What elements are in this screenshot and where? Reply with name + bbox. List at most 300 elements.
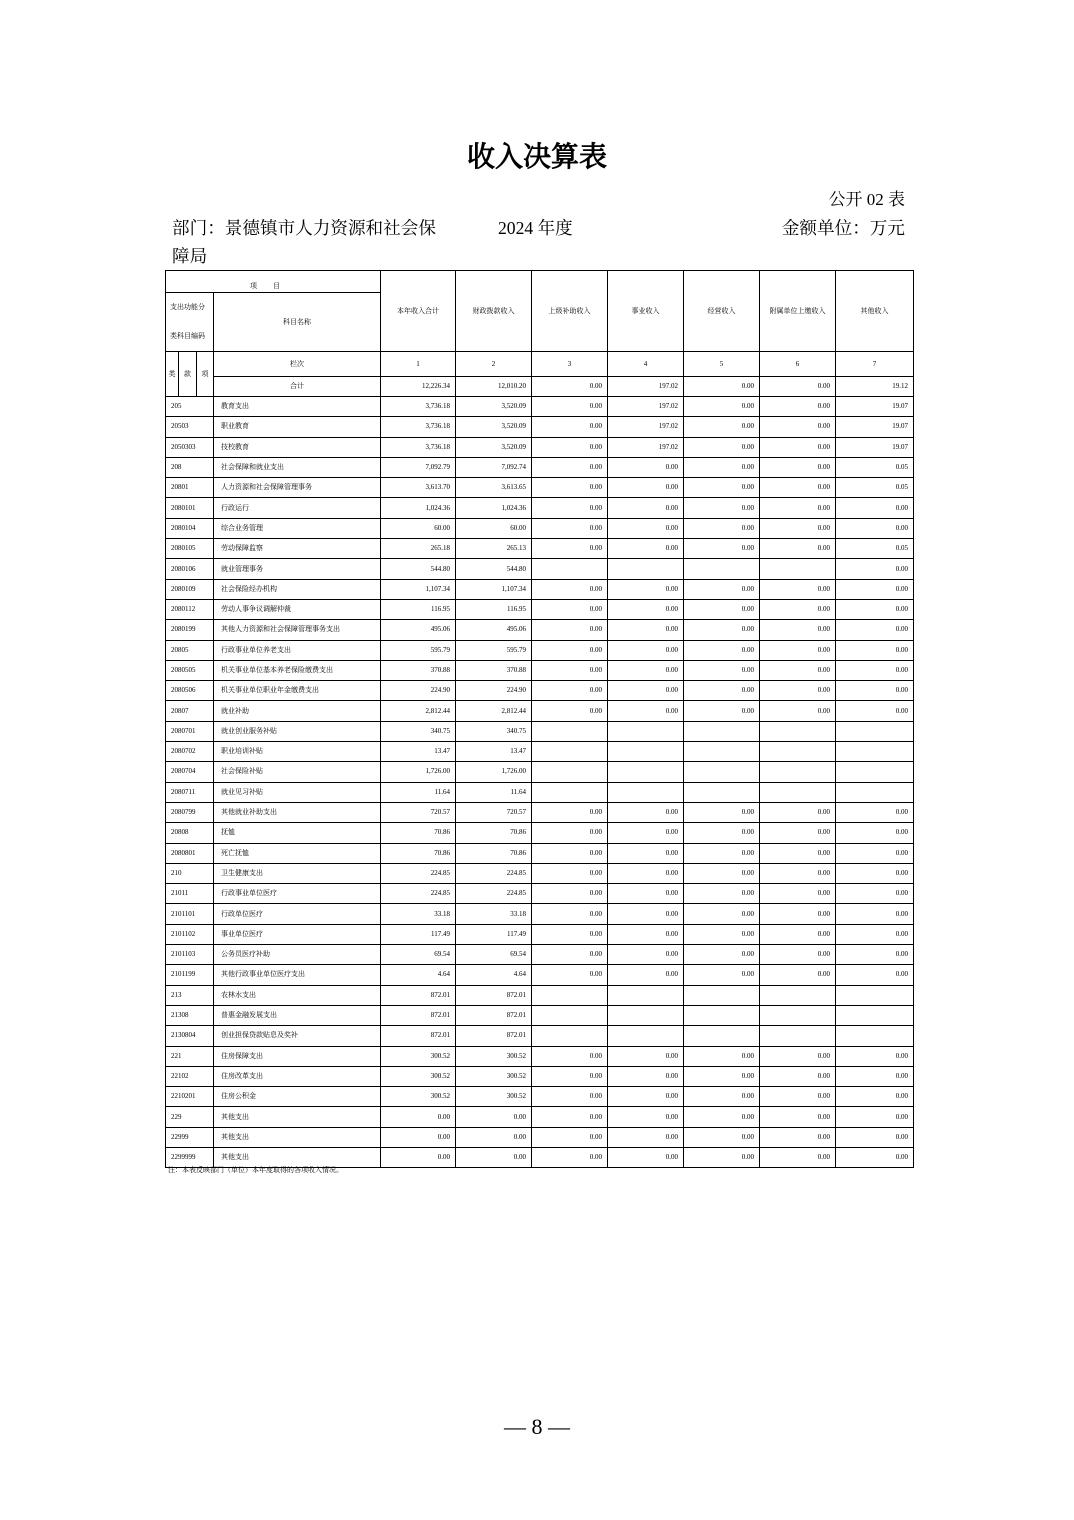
subject-code-cell: 2101199 [166,965,214,985]
subject-name-cell: 住房改革支出 [214,1066,381,1086]
amount-cell: 300.52 [456,1066,532,1086]
amount-cell: 0.00 [532,1066,608,1086]
amount-cell: 0.00 [684,437,760,457]
amount-cell: 0.00 [532,1127,608,1147]
total-value: 0.00 [760,377,836,397]
column-number: 3 [532,352,608,377]
amount-cell: 0.00 [760,863,836,883]
total-value: 0.00 [532,377,608,397]
amount-cell: 0.00 [760,904,836,924]
amount-cell: 0.00 [532,397,608,417]
column-number: 6 [760,352,836,377]
amount-cell: 0.00 [532,1147,608,1167]
amount-cell: 0.00 [760,518,836,538]
amount-cell: 872.01 [456,1005,532,1025]
amount-cell: 872.01 [381,985,456,1005]
amount-cell: 0.00 [532,660,608,680]
amount-cell: 872.01 [381,1005,456,1025]
amount-cell: 1,107.34 [456,579,532,599]
amount-cell [760,721,836,741]
amount-cell: 0.00 [760,660,836,680]
amount-cell: 0.00 [608,802,684,822]
amount-cell: 19.07 [836,437,914,457]
table-row [166,559,914,579]
amount-cell: 300.52 [381,1066,456,1086]
amount-cell: 0.00 [760,478,836,498]
sub-header-section: 款 [179,352,197,397]
column-header-total-income: 本年收入合计 [381,271,456,352]
amount-cell: 0.00 [684,640,760,660]
amount-cell: 13.47 [381,742,456,762]
amount-cell: 0.00 [760,843,836,863]
amount-cell: 0.00 [760,539,836,559]
amount-cell: 0.00 [532,437,608,457]
subject-name-cell: 公务员医疗补助 [214,945,381,965]
subject-code-cell: 20805 [166,640,214,660]
column-number-label: 栏次 [214,352,381,377]
subject-name-cell: 职业教育 [214,417,381,437]
subject-name-cell: 职业培训补贴 [214,742,381,762]
amount-cell: 0.00 [684,539,760,559]
amount-cell: 0.00 [760,599,836,619]
code-header [166,293,214,352]
amount-cell [684,762,760,782]
amount-cell: 0.00 [381,1147,456,1167]
subject-name-cell: 机关事业单位职业年金缴费支出 [214,681,381,701]
amount-cell: 0.00 [608,1046,684,1066]
amount-cell: 0.00 [608,620,684,640]
table-row [166,742,914,762]
amount-cell: 0.00 [684,924,760,944]
amount-cell [836,721,914,741]
subject-name-cell: 住房公积金 [214,1087,381,1107]
subject-code-cell: 20801 [166,478,214,498]
amount-cell [760,742,836,762]
subject-name-cell: 综合业务管理 [214,518,381,538]
amount-cell: 0.00 [684,965,760,985]
amount-cell: 0.00 [608,924,684,944]
subject-code-cell: 2080506 [166,681,214,701]
subject-code-cell: 2080704 [166,762,214,782]
table-row [166,681,914,701]
code-header-label: 支出功能分类科目编码 [170,303,205,340]
subject-name-cell: 农林水支出 [214,985,381,1005]
amount-cell: 60.00 [381,518,456,538]
amount-cell: 0.00 [684,599,760,619]
amount-cell: 70.86 [381,843,456,863]
subject-name-cell: 创业担保贷款贴息及奖补 [214,1026,381,1046]
amount-cell: 0.00 [532,457,608,477]
amount-cell: 70.86 [456,823,532,843]
amount-cell [532,721,608,741]
amount-cell: 0.05 [836,539,914,559]
column-header-superior-subsidy: 上级补助收入 [532,271,608,352]
amount-cell: 0.00 [836,924,914,944]
amount-cell: 0.00 [608,498,684,518]
amount-cell [684,782,760,802]
subject-code-cell: 2080711 [166,782,214,802]
amount-cell: 495.06 [456,620,532,640]
amount-cell: 0.00 [684,945,760,965]
subject-name-cell: 社会保障和就业支出 [214,457,381,477]
amount-cell: 0.00 [836,802,914,822]
subject-name-cell: 就业创业服务补贴 [214,721,381,741]
amount-cell: 0.00 [684,417,760,437]
amount-cell: 0.00 [684,802,760,822]
subject-name-cell: 社会保险经办机构 [214,579,381,599]
amount-cell: 0.00 [684,397,760,417]
amount-cell: 300.52 [381,1087,456,1107]
table-row [166,518,914,538]
subject-code-cell: 2080801 [166,843,214,863]
amount-cell: 0.00 [836,660,914,680]
subject-code-cell: 2080701 [166,721,214,741]
table-row [166,599,914,619]
subject-code-cell: 2130804 [166,1026,214,1046]
amount-cell: 117.49 [381,924,456,944]
amount-cell [684,742,760,762]
amount-cell: 0.00 [836,599,914,619]
subject-code-cell: 2210201 [166,1087,214,1107]
subject-code-cell: 229 [166,1107,214,1127]
amount-cell: 0.00 [608,539,684,559]
amount-cell: 11.64 [381,782,456,802]
amount-cell: 7,092.74 [456,457,532,477]
subject-code-cell: 2050303 [166,437,214,457]
table-row [166,823,914,843]
subject-name-header: 科目名称 [214,293,381,352]
amount-cell: 0.00 [760,945,836,965]
amount-cell: 0.00 [532,945,608,965]
amount-cell: 0.00 [608,478,684,498]
amount-cell: 0.00 [532,1107,608,1127]
table-row [166,660,914,680]
amount-cell: 0.00 [684,884,760,904]
column-number: 1 [381,352,456,377]
subject-name-cell: 其他支出 [214,1107,381,1127]
amount-cell: 0.00 [608,640,684,660]
subject-name-cell: 卫生健康支出 [214,863,381,883]
amount-cell: 495.06 [381,620,456,640]
table-row [166,1127,914,1147]
table-row [166,924,914,944]
amount-cell: 0.00 [684,863,760,883]
amount-cell [532,782,608,802]
item-header: 项目 [166,271,381,293]
amount-unit: 金额单位：万元 [781,218,905,238]
amount-cell: 595.79 [456,640,532,660]
amount-cell: 370.88 [381,660,456,680]
header-row-item [166,271,914,293]
subject-name-cell: 行政运行 [214,498,381,518]
amount-cell: 197.02 [608,397,684,417]
subject-code-cell: 2299999 [166,1147,214,1167]
subject-code-cell: 2101101 [166,904,214,924]
amount-cell: 0.00 [608,457,684,477]
amount-cell [532,742,608,762]
amount-cell: 0.00 [836,518,914,538]
amount-cell: 224.85 [381,884,456,904]
subject-name-cell: 抚恤 [214,823,381,843]
amount-cell: 2,812.44 [456,701,532,721]
amount-cell: 0.00 [836,681,914,701]
subject-code-cell: 2080109 [166,579,214,599]
table-row [166,1087,914,1107]
amount-cell: 0.00 [684,1066,760,1086]
amount-cell: 0.00 [760,1127,836,1147]
amount-cell: 0.00 [836,823,914,843]
amount-cell: 0.00 [684,498,760,518]
sub-header-item: 项 [197,352,214,397]
amount-cell: 69.54 [456,945,532,965]
amount-cell [684,559,760,579]
amount-cell: 197.02 [608,437,684,457]
amount-cell [760,782,836,802]
subject-code-cell: 2080799 [166,802,214,822]
subject-name-cell: 就业见习补贴 [214,782,381,802]
amount-cell: 0.00 [532,701,608,721]
amount-cell: 197.02 [608,417,684,437]
page-number: — 8 — [504,1414,570,1439]
subject-code-cell: 21308 [166,1005,214,1025]
amount-cell [836,742,914,762]
subject-code-cell: 2080106 [166,559,214,579]
column-number: 2 [456,352,532,377]
subject-code-cell: 22999 [166,1127,214,1147]
amount-cell: 224.85 [456,884,532,904]
amount-cell: 0.00 [836,884,914,904]
amount-cell: 0.00 [836,579,914,599]
subject-name-cell: 行政事业单位医疗 [214,884,381,904]
amount-cell: 0.00 [836,498,914,518]
department-label-line-1: 部门：景德镇市人力资源和社会保 [172,218,436,238]
amount-cell: 0.00 [760,802,836,822]
subject-code-cell: 221 [166,1046,214,1066]
amount-cell: 0.00 [608,823,684,843]
amount-cell: 0.00 [760,884,836,904]
amount-cell: 0.00 [532,965,608,985]
amount-cell: 0.00 [760,579,836,599]
column-header-operating-income: 经营收入 [684,271,760,352]
amount-cell: 0.00 [456,1127,532,1147]
amount-cell: 3,736.18 [381,397,456,417]
table-row [166,762,914,782]
column-header-affiliated-unit-remittance: 附属单位上缴收入 [760,271,836,352]
total-value: 12,010.20 [456,377,532,397]
amount-cell [836,985,914,1005]
amount-cell: 0.00 [836,1046,914,1066]
amount-cell: 0.00 [608,1087,684,1107]
amount-cell [760,1005,836,1025]
amount-cell: 0.00 [836,863,914,883]
amount-cell: 0.00 [760,620,836,640]
subject-code-cell: 2080199 [166,620,214,640]
subject-name-cell: 普惠金融发展支出 [214,1005,381,1025]
amount-cell: 0.00 [836,559,914,579]
total-value: 0.00 [684,377,760,397]
amount-cell [532,1026,608,1046]
amount-cell: 544.80 [381,559,456,579]
amount-cell: 19.07 [836,417,914,437]
table-body [166,397,914,1168]
subject-name-cell: 其他支出 [214,1127,381,1147]
amount-cell: 0.00 [760,397,836,417]
amount-cell: 1,726.00 [456,762,532,782]
amount-cell: 300.52 [456,1046,532,1066]
table-row [166,478,914,498]
amount-cell: 595.79 [381,640,456,660]
table-row [166,782,914,802]
table-row [166,437,914,457]
amount-cell [684,1026,760,1046]
amount-cell: 0.00 [532,579,608,599]
subject-code-cell: 205 [166,397,214,417]
subject-code-cell: 20503 [166,417,214,437]
amount-cell: 370.88 [456,660,532,680]
subject-name-cell: 技校教育 [214,437,381,457]
subject-name-cell: 人力资源和社会保障管理事务 [214,478,381,498]
amount-cell: 0.00 [836,965,914,985]
amount-cell: 0.05 [836,478,914,498]
amount-cell: 0.00 [608,863,684,883]
amount-cell: 0.00 [456,1147,532,1167]
amount-cell: 0.00 [608,518,684,538]
amount-cell: 0.00 [760,1087,836,1107]
amount-cell: 0.00 [532,904,608,924]
amount-cell: 0.00 [608,599,684,619]
amount-cell [532,559,608,579]
amount-cell: 0.00 [836,620,914,640]
amount-cell: 0.00 [760,1046,836,1066]
amount-cell: 0.00 [836,843,914,863]
amount-cell: 0.00 [836,1147,914,1167]
total-value: 12,226.34 [381,377,456,397]
amount-cell [608,1026,684,1046]
amount-cell [760,762,836,782]
amount-cell [608,985,684,1005]
amount-cell: 0.00 [532,884,608,904]
table-row [166,498,914,518]
amount-cell: 3,613.65 [456,478,532,498]
amount-cell: 0.00 [532,620,608,640]
amount-cell: 3,520.09 [456,417,532,437]
table-note: 注：本表反映部门（单位）本年度取得的各项收入情况。 [168,1166,343,1174]
table-row [166,863,914,883]
fiscal-year: 2024 年度 [498,218,573,238]
subject-code-cell: 213 [166,985,214,1005]
amount-cell: 0.00 [532,802,608,822]
subject-name-cell: 其他支出 [214,1147,381,1167]
amount-cell: 0.00 [684,904,760,924]
subject-code-cell: 210 [166,863,214,883]
amount-cell: 224.85 [456,863,532,883]
table-row [166,1046,914,1066]
amount-cell: 0.00 [532,1087,608,1107]
table-row [166,1026,914,1046]
amount-cell: 60.00 [456,518,532,538]
table-row [166,417,914,437]
amount-cell: 0.00 [760,437,836,457]
amount-cell: 33.18 [381,904,456,924]
subject-name-cell: 其他就业补助支出 [214,802,381,822]
amount-cell: 0.00 [608,660,684,680]
amount-cell: 0.00 [532,599,608,619]
amount-cell: 13.47 [456,742,532,762]
column-header-business-income: 事业收入 [608,271,684,352]
subject-name-cell: 就业管理事务 [214,559,381,579]
amount-cell: 70.86 [381,823,456,843]
document-title: 收入决算表 [466,142,607,173]
amount-cell: 720.57 [456,802,532,822]
subject-name-cell: 行政事业单位养老支出 [214,640,381,660]
amount-cell: 0.00 [532,498,608,518]
subject-name-cell: 社会保险补贴 [214,762,381,782]
amount-cell [836,1026,914,1046]
amount-cell: 872.01 [456,1026,532,1046]
table-row [166,539,914,559]
amount-cell: 0.00 [836,1087,914,1107]
amount-cell: 3,736.18 [381,437,456,457]
amount-cell: 0.00 [760,640,836,660]
amount-cell: 0.00 [532,417,608,437]
amount-cell: 2,812.44 [381,701,456,721]
amount-cell: 116.95 [456,599,532,619]
table-row [166,985,914,1005]
header-row-column-numbers [166,352,914,377]
amount-cell: 0.00 [608,884,684,904]
amount-cell [608,762,684,782]
amount-cell: 3,736.18 [381,417,456,437]
amount-cell [836,762,914,782]
amount-cell: 0.00 [684,1127,760,1147]
table-row [166,1005,914,1025]
amount-cell [608,782,684,802]
department-label-line-2: 障局 [172,246,208,266]
amount-cell: 1,107.34 [381,579,456,599]
amount-cell: 265.13 [456,539,532,559]
amount-cell [836,782,914,802]
subject-code-cell: 22102 [166,1066,214,1086]
amount-cell: 0.00 [608,1127,684,1147]
amount-cell: 0.00 [760,498,836,518]
table-row [166,904,914,924]
amount-cell: 0.00 [608,1147,684,1167]
table-row [166,884,914,904]
amount-cell: 300.52 [381,1046,456,1066]
amount-cell: 70.86 [456,843,532,863]
amount-cell: 0.00 [381,1107,456,1127]
amount-cell: 1,024.36 [381,498,456,518]
subject-code-cell: 2080505 [166,660,214,680]
amount-cell [760,1026,836,1046]
subject-code-cell: 2080105 [166,539,214,559]
amount-cell: 0.00 [684,701,760,721]
amount-cell: 0.00 [532,478,608,498]
amount-cell: 0.00 [684,1046,760,1066]
subject-name-cell: 劳动保障监察 [214,539,381,559]
amount-cell: 0.00 [684,478,760,498]
table-row [166,721,914,741]
income-final-accounts-table [165,270,914,1168]
amount-cell: 7,092.79 [381,457,456,477]
amount-cell: 0.00 [684,579,760,599]
subject-name-cell: 事业单位医疗 [214,924,381,944]
amount-cell [684,985,760,1005]
subject-code-cell: 21011 [166,884,214,904]
amount-cell: 3,520.09 [456,437,532,457]
amount-cell: 0.00 [760,924,836,944]
amount-cell: 0.00 [608,1107,684,1127]
